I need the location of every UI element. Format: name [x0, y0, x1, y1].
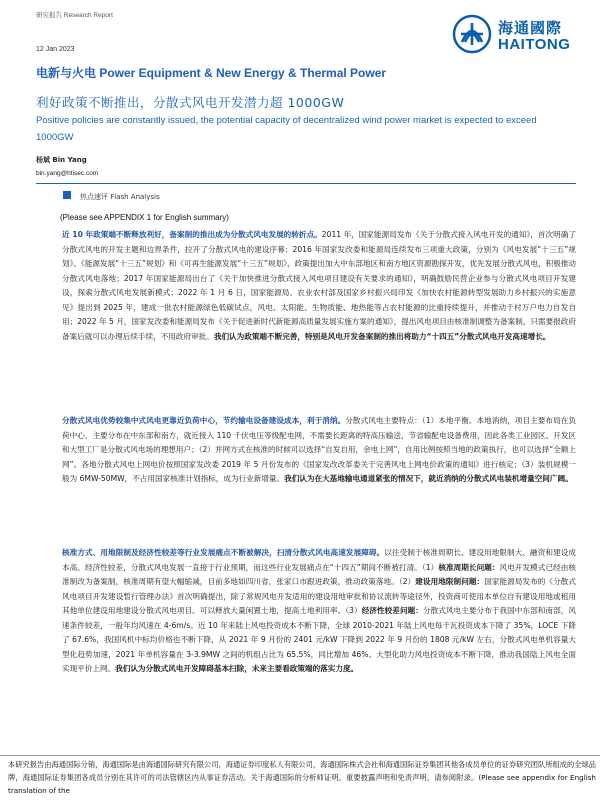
paragraph-body: 以往受制于核准周期长、建设用地限制大、融资和建设成本高、经济性较差，分散式风电发展一直接于行业预期，而这些行业发展痛点在“十四五”期间不断被打清。（1） — [62, 548, 577, 572]
haitong-emblem-icon — [452, 14, 492, 54]
paragraph-conclusion: 我们认为在大基地输电通道紧张的情况下，就近消纳的分散式风电装机增量空间广阔。 — [284, 474, 573, 483]
flash-analysis-label: 热点速评 Flash Analysis — [80, 193, 160, 201]
paragraph-body: 国家能源局发布的《分散式风电项目开发建设暂行管理办法》首次明确提出，除了常规风电开发适用的建设用地审批和协议流转等途径外，投资商可使用本单位自有建设用地或租用其他单位建设用地建设分散式风电项目。可以释放大量闲置土地，提高土地利用率。（3） — [62, 577, 576, 615]
footer-disclaimer: 本研究报告由海通国际分销，海通国际是由海通国际研究有限公司，海通证券印度私人有限公司，海通国际株式会社和海通国际证券集团其他各成员单位的证券研究团队所组成的全球品牌，海通国际证券集团各成员分别在其许可的司法管辖区内从事证券活动。关于海通国际的分析师证明，重要披露声明和免责声明，请参阅附录。(Please see appendix for English translation of the — [8, 760, 596, 795]
paragraph-body: 分散式风电主要分布于我国中东部和南部，风速条件较差，一般年均风速在 4-6m/s。近 10 年来陆上风电投资成本不断下降，全球 2010-2021 年陆上风电每千瓦投资成本下降了 35%，LOCE 下降了 67.6%，我国风机中标均价格也不断下降，从 2021 年 9 月份的 2401 元/kW 下降到 2022 年 9 月份的 1808 元/kW 左右，分散式风电单机容量大型化趋势加速，2021 年单机容量在 3-3.9MW 之间的机组占比为 65.5%，同比增加 46%。大型化助力风电投资成本不断下降，推动我国陆上风电全面实现平价上网。 — [62, 606, 576, 673]
footer-divider — [0, 755, 600, 756]
paragraph-conclusion: 我们认为政策端不断完善，特别是风电开发备案制的推出将助力“十四五”分散式风电开发高速增长。 — [213, 331, 551, 341]
sector-title: 电新与火电 Power Equipment & New Energy & Thermal Power — [36, 66, 387, 80]
paragraph-conclusion: 我们认为分散式风电开发障碍基本扫除，未来主要看政策端的落实力度。 — [115, 664, 359, 673]
flash-marker-icon — [62, 190, 72, 200]
paragraph-label: 经济性较差问题： — [361, 606, 423, 615]
paragraph-lead: 近 10 年政策端不断释放利好，备案制的推出成为分散式风电发展的转折点。 — [62, 230, 322, 239]
paragraph-label: 建设用地限制问题： — [415, 577, 485, 586]
logo-name-en: HAITONG — [498, 36, 571, 53]
paragraph-body: 分散式风电主要特点：（1）本地平衡。本地消纳，项目主要布局在负荷中心，主要分布在中东部和南方，就近接入 110 千伏电压等级配电网，不需要长距离的特高压输送，节省输配电设备费用，因此各类工业园区、开发区和大型工厂是分散式风电场的理想用户；（2）并网方式在核准的时候可以选择“自发自用，余电上网”，自用比例按照当地的政策执行，也可以选择“全额上网”。各地分散式风电上网电价按照国家发改委 2019 年 5 月份发布的《国家发改改革委关于完善风电上网电价政策的通知》进行核定；（3）装机规模一般为 6MW-50MW，不占用国家核准计划指标，成为行业新增量。 — [62, 416, 577, 483]
paragraph-body: 2011 年，国家能源局发布《关于分散式接入风电开发的通知》，首次明确了分散式风电的开发主题和边界条件，拉开了分散式风电的建设序幕；2016 年国家发改委和能源局连续发布三项重大政策，分别为《风电发展“十三五”规划》、《能源发展“十三五”规划》和《可再生能源发展“十三五”规划》，政策提出加大中东部地区和南方地区资源勘探开发，优先发展分散式风电，积极推动分散式风电落地；2017 年国家能源局出台了《关于加快推进分散式接入风电项目建设有关要求的通知》，明确鼓励民营企业参与分散式风电项目开发建设，探索分散式风电发展新模式；2022 年 1 月 6 日，国家能源局、农业农村部及国家乡村振兴局印发《加快农村能源转型发展助力乡村振兴的实施意见》提出到 2025 年，建成一批农村能源绿色低碳试点，风电、太阳能、生物质能、地热能等占农村能源的比重持续提升，并推动千村万户电力自发自用；2022 年 5 月，国家发改委和能源局发布《关于促进新时代新能源高质量发展实施方案的通知》，提出风电项目由核准制调整为备案制，只需要报政府备案后就可以办理后续手续，不用政府审批。 — [62, 230, 576, 341]
haitong-logo — [452, 14, 592, 58]
paragraph-body: 风电开发模式已经由核准制改为备案制，核准周期有望大幅缩减，目前多地如四川省，张家口市跟进政策，推动政策落地。（2） — [62, 562, 577, 586]
paragraph-pain-points — [62, 546, 576, 677]
report-title-cn: 利好政策不断推出，分散式风电开发潜力超 1000GW — [36, 95, 345, 110]
author-name: 杨斌 Bin Yang — [36, 156, 87, 164]
logo-name-cn: 海通國際 — [498, 19, 563, 37]
report-type: 研究报告 Research Report — [36, 12, 113, 19]
author-email[interactable]: bin.yang@htisec.com — [36, 170, 99, 177]
paragraph-lead: 核准方式、用地限制及经济性较差等行业发展痛点不断被解决，扫清分散式风电高速发展障碍。 — [62, 548, 385, 557]
report-date: 12 Jan 2023 — [36, 46, 75, 53]
paragraph-advantages — [62, 414, 576, 487]
paragraph-label: 核准周期长问题： — [438, 562, 500, 572]
paragraph-lead: 分散式风电优势较集中式风电更靠近负荷中心，节约输电设备建设成本，利于消纳。 — [62, 416, 346, 425]
divider — [36, 183, 576, 184]
report-title-en: Positive policies are constantly issued, the potential capacity of decentralized wind power market is expected to exceed 1000GW — [36, 115, 537, 143]
appendix-note: (Please see APPENDIX 1 for English summary) — [60, 213, 229, 222]
paragraph-policy — [62, 228, 576, 344]
